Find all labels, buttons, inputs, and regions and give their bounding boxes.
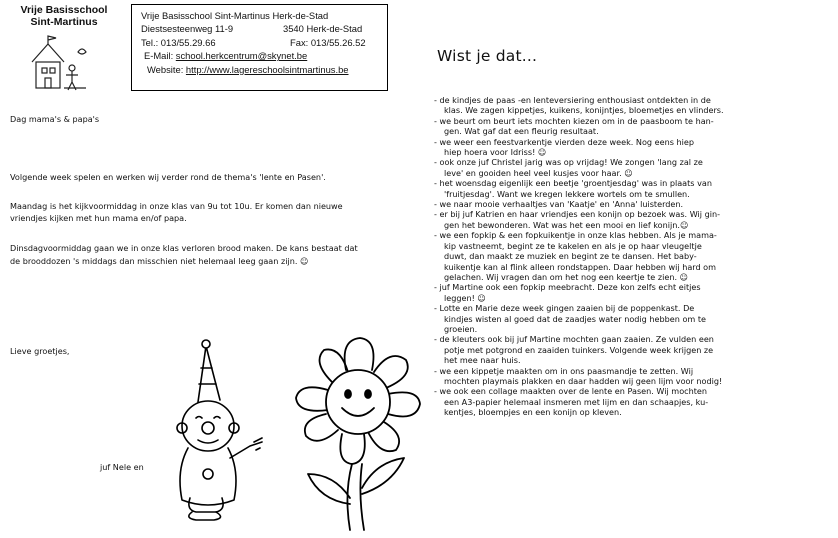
wist-item-line: kuikentje kan al flink alleen rondstappen. Daar hebben wij hard om xyxy=(444,261,717,272)
website-line xyxy=(141,63,387,76)
wist-item-line: - er bij juf Katrien en haar vriendjes een konijn op bezoek was. Wij gin- xyxy=(434,209,721,220)
phone-line xyxy=(141,36,387,49)
street: Diestsesteenweg 11-9 xyxy=(141,23,234,35)
wist-item-line: - de kindjes de paas -en lenteversiering enthousiast ontdekten in de xyxy=(434,95,711,105)
wist-item-line: 'fruitjesdag'. Want we kregen lekkere wortels om te smullen. xyxy=(444,188,690,199)
paragraph-tuesday-line-1: Dinsdagvoormiddag gaan we in onze klas verloren brood maken. De kans bestaat dat xyxy=(10,243,358,253)
wist-item-line: gen. Wat gaf dat een fleurig resultaat. xyxy=(444,126,599,137)
wist-item-line: hiep hoera voor Idriss! ☺ xyxy=(444,147,547,158)
closing: Lieve groetjes, xyxy=(10,346,70,356)
wist-item-line: kindjes wisten al goed dat de zaadjes water nodig hebben om te xyxy=(444,313,707,324)
wist-item-line: - ook onze juf Christel jarig was op vrijdag! We zongen 'lang zal ze xyxy=(434,157,703,168)
wist-item-line: kip vastneemt, begint ze te kakelen en als je op haar vleugeltje xyxy=(444,240,702,251)
greeting: Dag mama's & papa's xyxy=(10,114,100,124)
website-link[interactable]: http://www.lagereschoolsintmartinus.be xyxy=(185,63,349,75)
signature: juf Nele en xyxy=(100,462,144,472)
wist-item-line: - we een fopkip & een fopkuikentje in onze klas hebben. Als je mama- xyxy=(434,230,717,241)
website-label: Website: xyxy=(147,63,184,75)
wist-item-line: mochten playmais plakken en daar hadden wij geen lijm voor nodig! xyxy=(444,375,723,386)
logo-title xyxy=(8,4,120,28)
email-link[interactable]: school.herkcentrum@skynet.be xyxy=(175,50,308,62)
wist-item-line: - we een kippetje maakten om in ons paasmandje te zetten. Wij xyxy=(434,365,694,376)
paragraph-themes: Volgende week spelen en werken wij verder rond de thema's 'lente en Pasen'. xyxy=(10,172,326,182)
email-label: E-Mail: xyxy=(144,50,174,62)
wist-item-line: gelachen. Wij vragen dan om het nog een keertje te zien. ☺ xyxy=(444,271,689,282)
wist-item-line: duwt, dan maakt ze muziek en begint ze te dansen. Het baby- xyxy=(444,251,697,262)
school-logo xyxy=(8,4,120,99)
wist-item-line: een A3-papier helemaal insmeren met lijm en dan schaapjes, ku- xyxy=(444,396,709,407)
clown-illustration-icon xyxy=(160,338,275,523)
wist-item-line: het mee naar huis. xyxy=(444,355,521,366)
address-box xyxy=(131,4,388,91)
fax: Fax: 013/55.26.52 xyxy=(290,36,366,48)
wist-item-line: - het woensdag eigenlijk een beetje 'groentjesdag' was in plaats van xyxy=(434,178,712,189)
wist-item-line: leve' en gooiden heel veel kusjes voor haar. ☺ xyxy=(444,167,633,178)
email-line xyxy=(141,49,387,62)
wist-item-line: - Lotte en Marie deze week gingen zaaien bij de poppenkast. De xyxy=(434,303,695,314)
wist-list xyxy=(434,95,834,418)
school-house-icon xyxy=(28,32,88,96)
wist-item-line: groeien. xyxy=(444,323,478,334)
wist-item-line: - juf Martine ook een fopkip meebracht. Deze kon zelfs echt eitjes xyxy=(434,282,701,293)
logo-line-2: Sint-Martinus xyxy=(30,16,98,28)
logo-line-1: Vrije Basisschool xyxy=(20,4,108,16)
paragraph-monday-line-1: Maandag is het kijkvoormiddag in onze klas van 9u tot 10u. Er komen dan nieuwe xyxy=(10,201,343,211)
wist-item-line: - we ook een collage maakten over de lente en Pasen. Wij mochten xyxy=(434,386,708,397)
wist-title: Wist je dat... xyxy=(437,47,538,65)
wist-item-line: - we beurt om beurt iets mochten kiezen om in de paasboom te han- xyxy=(434,115,714,126)
wist-item-line: gen het bewonderen. Wat was het een mooi en lief konijn.☺ xyxy=(444,219,689,230)
wist-item-line: leggen! ☺ xyxy=(444,292,486,303)
wist-item-line: - we naar mooie verhaaltjes van 'Kaatje' en 'Anna' luisterden. xyxy=(434,199,684,210)
wist-item-line: - we weer een feestvarkentje vierden deze week. Nog eens hiep xyxy=(434,136,695,147)
smiling-flower-icon xyxy=(286,334,428,532)
wist-item-line: potje met potgrond en zaaiden tuinkers. Volgende week krijgen ze xyxy=(444,344,714,355)
school-name: Vrije Basisschool Sint-Martinus Herk-de-Stad xyxy=(141,10,329,21)
wist-item-line: klas. We zagen kippetjes, kuikens, konijntjes, bloemetjes en vlinders. xyxy=(444,105,724,116)
postal: 3540 Herk-de-Stad xyxy=(283,23,363,35)
telephone: Tel.: 013/55.29.66 xyxy=(141,36,216,48)
wist-item-line: - de kleuters ook bij juf Martine mochten gaan zaaien. Ze vulden een xyxy=(434,334,714,345)
address-line xyxy=(141,22,387,35)
paragraph-tuesday-line-2: de brooddozen 's middags dan misschien niet helemaal leeg gaan zijn. ☺ xyxy=(10,256,309,266)
wist-item-line: kentjes, bloempjes en een konijn op kleven. xyxy=(444,407,622,418)
paragraph-monday-line-2: vriendjes kijken met hun mama en/of papa. xyxy=(10,213,187,223)
